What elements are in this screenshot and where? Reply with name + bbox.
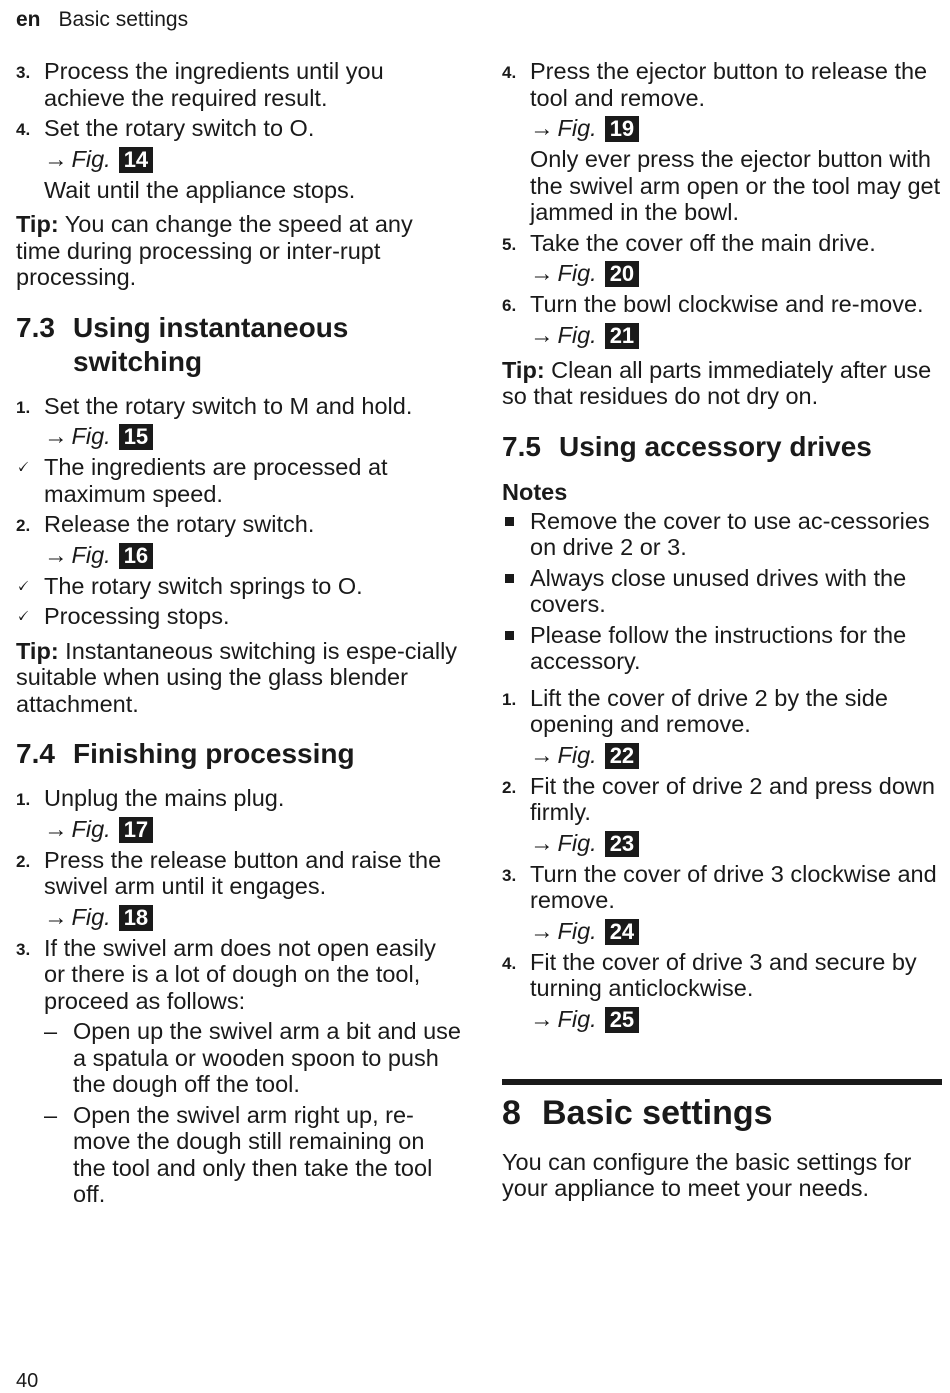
sub-step: – Open the swivel arm right up, re-move the dough still remaining on the tool and only then take the tool off. [44, 1101, 433, 1207]
left-column [16, 58, 461, 1212]
check-icon: 🗸 [16, 575, 30, 597]
square-bullet-icon [505, 517, 514, 526]
right-column [502, 58, 942, 1214]
figure-number-badge: 18 [119, 905, 153, 931]
step-2: 2. Fit the cover of drive 2 and press down firmly. → Fig. 23 [502, 773, 942, 857]
arrow-right-icon: → [44, 145, 68, 172]
page-number: 40 [16, 1370, 39, 1392]
check-icon: 🗸 [16, 457, 30, 478]
step-4: 4. Set the rotary switch to O. → Fig. 14 Wait until the appliance stops. [16, 115, 461, 203]
section-heading-7-5: 7.5 Using accessory drives [502, 430, 872, 462]
tip-paragraph: Tip: Instantaneous switching is espe-cially suitable when using the glass blender attachment. [16, 637, 458, 717]
step-3: 3. If the swivel arm does not open easily or there is a lot of dough on the tool, proceed as follows: – Open up the swivel arm a bit and use a spatula or wooden spoon to push the dough off the tool. – Open the swivel arm right up, re-move the dough still remaining on the tool and only then take the tool off. [16, 934, 461, 1207]
note-item: Please follow the instructions for the accessory. [502, 622, 942, 675]
figure-number-badge: 24 [605, 919, 639, 945]
arrow-right-icon: → [530, 260, 554, 286]
figure-reference: → Fig. 23 [530, 830, 942, 857]
step-3: 3. Process the ingredients until you achieve the required result. [16, 58, 384, 111]
figure-number-badge: 25 [605, 1007, 639, 1033]
figure-reference: → Fig. 19 [530, 115, 942, 142]
figure-number-badge: 22 [605, 743, 639, 769]
figure-reference: → Fig. 24 [530, 918, 942, 945]
figure-reference: → Fig. 14 [44, 146, 461, 173]
step-5: 5. Take the cover off the main drive. → Fig. 20 [502, 230, 942, 288]
step-1: 1. Unplug the mains plug. → Fig. 17 [16, 785, 461, 843]
figure-number-badge: 17 [119, 817, 153, 843]
figure-number-badge: 14 [119, 147, 153, 173]
figure-reference: → Fig. 15 [44, 423, 461, 450]
figure-number-badge: 15 [119, 424, 153, 450]
arrow-right-icon: → [44, 815, 68, 842]
arrow-right-icon: → [530, 1005, 554, 1032]
page-header [16, 8, 188, 32]
figure-number-badge: 19 [605, 116, 639, 142]
figure-reference: → Fig. 25 [530, 1006, 942, 1033]
arrow-right-icon: → [530, 829, 554, 856]
step-1: 1. Lift the cover of drive 2 by the side opening and remove. → Fig. 22 [502, 685, 942, 769]
figure-number-badge: 20 [605, 261, 639, 287]
check-icon: 🗸 [16, 606, 30, 627]
step-4: 4. Press the ejector button to release the tool and remove. → Fig. 19 Only ever press the ejector button with the swivel arm open or the tool may get jammed in the bowl. [502, 58, 941, 225]
dash-icon: – [44, 1018, 58, 1044]
step-1: 1. Set the rotary switch to M and hold. → Fig. 15 [16, 393, 461, 451]
language-code: en [16, 8, 41, 31]
figure-reference: → Fig. 22 [530, 742, 942, 769]
square-bullet-icon [505, 574, 514, 583]
square-bullet-icon [505, 631, 514, 640]
arrow-right-icon: → [530, 321, 554, 348]
figure-reference: → Fig. 20 [530, 260, 942, 287]
chapter-heading: 8 Basic settings [502, 1093, 773, 1132]
figure-number-badge: 16 [119, 543, 153, 569]
figure-reference: → Fig. 21 [530, 322, 942, 349]
figure-number-badge: 23 [605, 831, 639, 857]
note-item: Remove the cover to use ac-cessories on drive 2 or 3. [502, 508, 942, 561]
tip-paragraph: Tip: You can change the speed at any time during processing or inter-rupt processing. [16, 211, 413, 290]
arrow-right-icon: → [44, 903, 68, 930]
chapter-intro: You can configure the basic settings for your appliance to meet your needs. [502, 1148, 912, 1201]
chapter-divider [502, 1079, 942, 1085]
result-item: 🗸 The ingredients are processed at maximum speed. [16, 454, 388, 507]
section-heading-7-3: 7.3 Using instantaneous switching [16, 311, 349, 377]
figure-reference: → Fig. 18 [44, 904, 461, 931]
arrow-right-icon: → [44, 423, 68, 449]
notes-heading: Notes [502, 478, 568, 505]
step-2: 2. Press the release button and raise the swivel arm until it engages. → Fig. 18 [16, 847, 461, 931]
result-item: 🗸 Processing stops. [16, 603, 230, 629]
step-4: 4. Fit the cover of drive 3 and secure by turning anticlockwise. → Fig. 25 [502, 949, 942, 1033]
note-item: Always close unused drives with the covers. [502, 565, 942, 618]
section-heading-7-4: 7.4 Finishing processing [16, 738, 355, 769]
step-2: 2. Release the rotary switch. → Fig. 16 [16, 511, 461, 569]
figure-reference: → Fig. 16 [44, 542, 461, 569]
arrow-right-icon: → [530, 741, 554, 768]
step-6: 6. Turn the bowl clockwise and re-move. → Fig. 21 [502, 291, 942, 349]
step-3: 3. Turn the cover of drive 3 clockwise and remove. → Fig. 24 [502, 861, 942, 945]
sub-step: – Open up the swivel arm a bit and use a spatula or wooden spoon to push the dough off the tool. [44, 1018, 461, 1097]
tip-paragraph: Tip: Clean all parts immediately after use so that residues do not dry on. [502, 356, 932, 409]
arrow-right-icon: → [44, 541, 68, 568]
arrow-right-icon: → [530, 115, 554, 141]
figure-number-badge: 21 [605, 323, 639, 349]
arrow-right-icon: → [530, 917, 554, 944]
result-item: 🗸 The rotary switch springs to O. [16, 572, 363, 599]
figure-reference: → Fig. 17 [44, 816, 461, 843]
running-title: Basic settings [58, 8, 189, 31]
dash-icon: – [44, 1101, 58, 1128]
